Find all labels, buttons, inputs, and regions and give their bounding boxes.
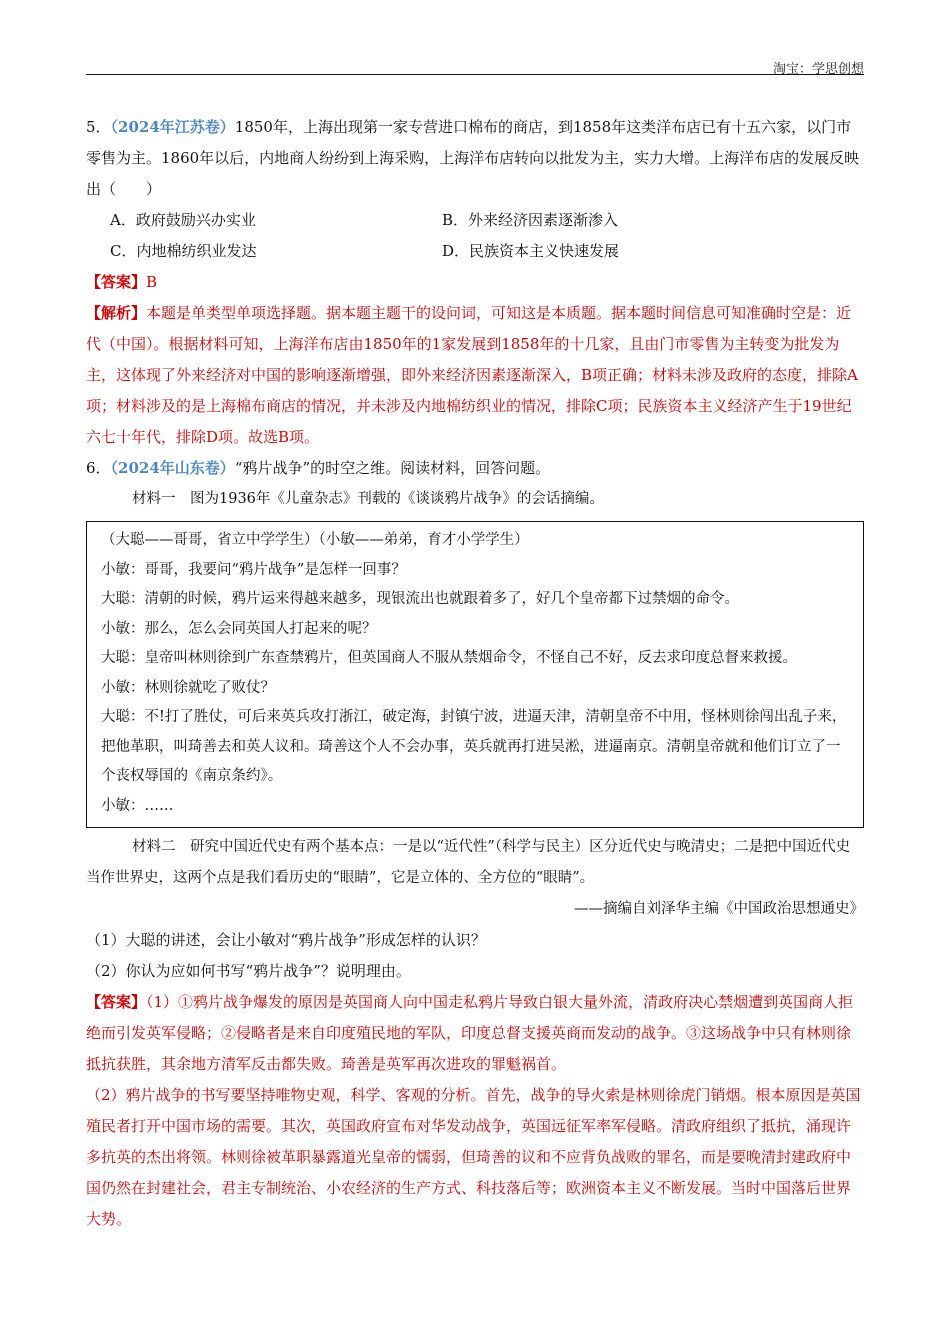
q6-subquestion-1: （1）大聪的讲述，会让小敏对“鸦片战争”形成怎样的认识？ [86,931,486,949]
q5-option-d: D．民族资本主义快速发展 [442,242,620,260]
header-text: 淘宝：学思创想 [772,62,864,77]
dialogue-box [86,521,864,828]
dialogue-line: 小敏：…… [101,797,174,814]
q6-answer-1 [86,987,864,1080]
q5-number: 5． [86,118,111,136]
q5-answer [86,267,864,298]
q6-answer-1-text: （1）①鸦片战争爆发的原因是英国商人向中国走私鸦片导致白银大量外流，清政府决心禁烟遭到英国商人拒绝而引发英军侵略；②侵略者是来自印度殖民地的军队，印度总督支援英商而发动的战争。③这场战争中只有林则徐抵抗获胜，其余地方清军反击都失败。琦善是英军再次进攻的罪魁祸首。 [86,993,854,1073]
dialogue-line: 小敏：那么，怎么会同英国人打起来的呢？ [101,620,377,637]
q6-number: 6． [86,459,111,477]
dialogue-line: 大聪：皇帝叫林则徐到广东查禁鸦片，但英国商人不服从禁烟命令，不怪自己不好，反去求印度总督来救援。 [101,650,797,666]
q5-analysis-text: 本题是单类型单项选择题。据本题主题干的设问词，可知这是本质题。据本题时间信息可知准确时空是：近代（中国）。根据材料可知，上海洋布店由1850年的1家发展到1858年的十几家，且由门市零售为主转变为批发为主，这体现了外来经济对中国的影响逐渐增强，即外来经济因素逐渐深入，B项正确；材料未涉及政府的态度，排除A项；材料涉及的是上海棉布商店的情况，并未涉及内地棉纺织业的情况，排除C项；民族资本主义经济产生于19世纪六七十年代，排除D项。故选B项。 [86,304,858,446]
q5-analysis-label: 【解析】 [86,304,147,322]
q6-stem [86,453,864,484]
dialogue-line: 小敏：林则徐就吃了败仗？ [101,679,275,696]
material1-intro: 材料一 图为1936年《儿童杂志》刊载的《谈谈鸦片战争》的会话摘编。 [132,491,604,507]
q5-analysis [86,298,864,453]
q5-option-c: C．内地棉纺织业发达 [110,242,257,260]
q5-option-b: B．外来经济因素逐渐渗入 [442,211,619,229]
dialogue-line: （大聪——哥哥，省立中学学生）（小敏——弟弟，育才小学学生） [101,532,529,548]
q6-subquestion-2: （2）你认为应如何书写“鸦片战争”？说明理由。 [86,962,411,980]
material2: 材料二 研究中国近代史有两个基本点：一是以“近代性”（科学与民主）区分近代史与晚清史；二是把中国近代史当作世界史，这两个点是我们看历史的“眼睛”，它是立体的、全方位的“眼睛”。 [86,839,851,886]
dialogue-line: 大聪：清朝的时候，鸦片运来得越来越多，现银流出也就跟着多了，好几个皇帝都下过禁烟的命令。 [101,591,739,607]
q6-answer-2: （2）鸦片战争的书写要坚持唯物史观，科学、客观的分析。首先，战争的导火索是林则徐虎门销烟。根本原因是英国殖民者打开中国市场的需要。其次，英国政府宣布对华发动战争，英国远征军率军侵略。清政府组织了抵抗，涌现许多抗英的杰出将领。林则徐被革职暴露道光皇帝的懦弱，但琦善的议和不应背负战败的罪名，而是要晚清封建政府中国仍然在封建社会，君主专制统治、小农经济的生产方式、科技落后等；欧洲资本主义不断发展。当时中国落后世界大势。 [86,1086,861,1228]
dialogue-line: 小敏：哥哥，我要问“鸦片战争”是怎样一回事？ [101,561,406,578]
q5-answer-value: B [146,273,158,291]
q5-stem-text: 1850年，上海出现第一家专营进口棉布的商店，到1858年这类洋布店已有十五六家，以门市零售为主。1860年以后，内地商人纷纷到上海采购，上海洋布店转向以批发为主，实力大增。上海洋布店的发展反映出（ ） [86,118,860,198]
q6-stem-text: “鸦片战争”的时空之维。阅读材料，回答问题。 [234,459,551,477]
q6-answer-label: 【答案】 [86,993,147,1011]
q5-source: （2024年江苏卷） [110,118,235,136]
q5-option-a: A．政府鼓励兴办实业 [110,211,256,229]
q5-options [86,205,864,267]
q6-source: （2024年山东卷） [110,459,235,477]
q5-answer-label: 【答案】 [86,273,147,291]
header-divider [86,74,864,75]
page-content [86,112,864,1235]
q5-stem [86,112,864,205]
material2-citation: ——摘编自刘泽华主编《中国政治思想通史》 [574,901,864,917]
dialogue-line: 大聪：不!打了胜仗，可后来英兵攻打浙江，破定海，封镇宁波，进逼天津，清朝皇帝不中用，怪林则徐闯出乱子来，把他革职，叫琦善去和英人议和。琦善这个人不会办事，英兵就再打进吴淞，进逼南京。清朝皇帝就和他们订立了一个丧权辱国的《南京条约》。 [101,709,847,784]
